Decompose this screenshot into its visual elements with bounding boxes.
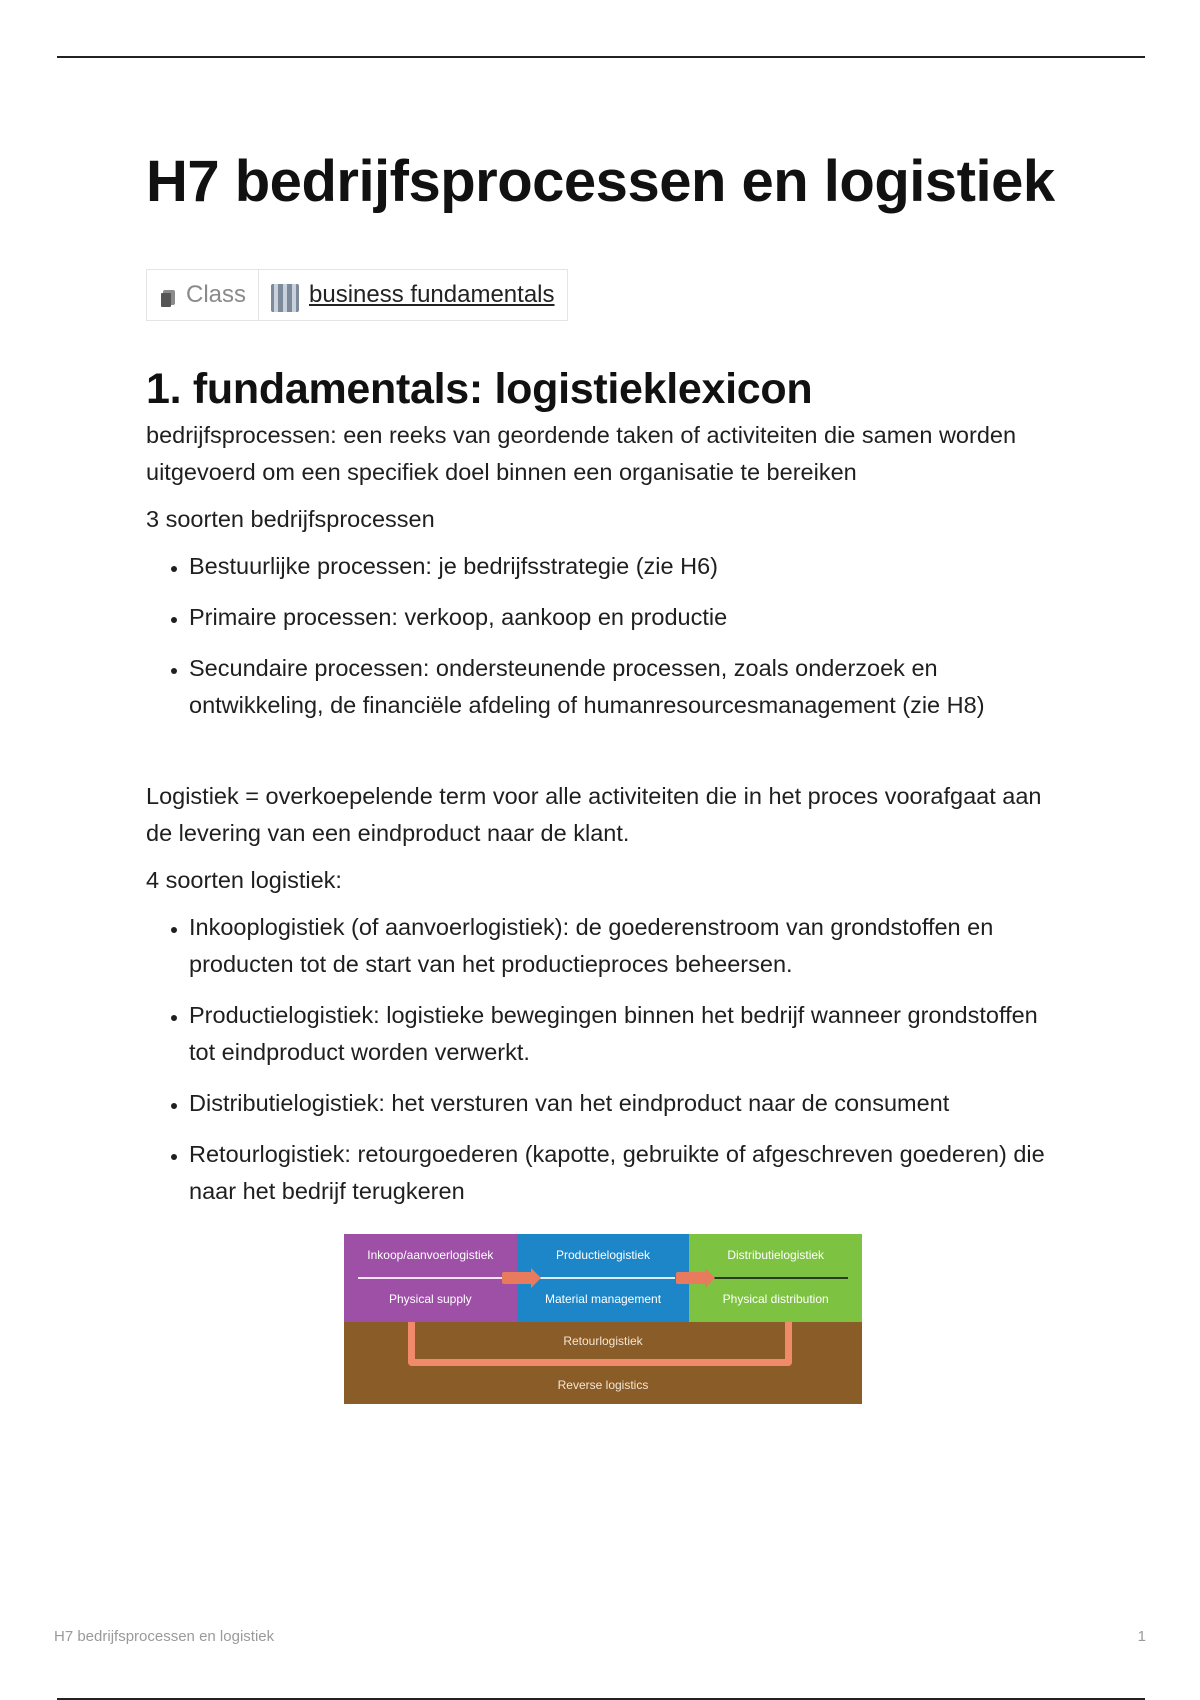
- section-heading: 1. fundamentals: logistieklexicon: [146, 365, 813, 413]
- diagram-box-title: Inkoop/aanvoerlogistiek: [367, 1248, 494, 1262]
- diagram-return-subtitle: Reverse logistics: [557, 1378, 649, 1392]
- logistics-diagram: [344, 1234, 862, 1404]
- processes-list: [146, 548, 1066, 724]
- diagram-divider: [703, 1277, 848, 1279]
- diagram-box-subtitle: Material management: [544, 1292, 662, 1306]
- diagram-box-productie: [517, 1234, 690, 1322]
- logistiek-list: [146, 909, 1066, 1210]
- building-icon: [271, 284, 299, 312]
- list-item: • Secundaire processen: ondersteunende processen, zoals onderzoek en ontwikkeling, de financiële afdeling of humanresourcesmanagement (zie H8): [189, 650, 1066, 724]
- page-footer: [54, 1628, 1146, 1645]
- intro-paragraph: bedrijfsprocessen: een reeks van geordende taken of activiteiten die samen worden uitgevoerd om een specifiek doel binnen een organisatie te bereiken: [146, 422, 1017, 485]
- list-item: • Inkooplogistiek (of aanvoerlogistiek): de goederenstroom van grondstoffen en producten tot de start van het productieproces beheersen.: [189, 909, 1066, 983]
- page-number: 1: [1137, 1628, 1146, 1645]
- property-row: [146, 269, 568, 321]
- diagram-box-title: Productielogistiek: [555, 1248, 651, 1262]
- diagram-box-subtitle: Physical supply: [388, 1292, 472, 1306]
- flow-arrow-icon: [502, 1272, 532, 1284]
- logistiek-label: 4 soorten logistiek:: [146, 867, 342, 893]
- class-link[interactable]: business fundamentals: [309, 281, 555, 308]
- top-rule: [57, 56, 1145, 58]
- list-item: • Bestuurlijke processen: je bedrijfsstrategie (zie H6): [189, 548, 1066, 585]
- diagram-divider: [531, 1277, 676, 1279]
- diagram-box-distributie: [689, 1234, 862, 1322]
- diagram-return-band: [344, 1322, 862, 1404]
- flow-arrow-icon: [676, 1272, 706, 1284]
- diagram-top-row: [344, 1234, 862, 1322]
- diagram-box-subtitle: Physical distribution: [722, 1292, 829, 1306]
- diagram-return-title: Retourlogistiek: [563, 1334, 643, 1348]
- page-content: [146, 145, 1066, 1404]
- property-key-label: Class: [186, 281, 247, 308]
- list-item: • Primaire processen: verkoop, aankoop en productie: [189, 599, 1066, 636]
- logistiek-definition: Logistiek = overkoepelende term voor alle activiteiten die in het proces voorafgaat aan de levering van een eindproduct naar de klant.: [146, 783, 1042, 846]
- processes-label: 3 soorten bedrijfsprocessen: [146, 506, 435, 532]
- diagram-divider: [358, 1277, 503, 1279]
- footer-doc-title: H7 bedrijfsprocessen en logistiek: [54, 1628, 275, 1645]
- property-value[interactable]: [259, 270, 566, 320]
- list-item: • Retourlogistiek: retourgoederen (kapotte, gebruikte of afgeschreven goederen) die naar het bedrijf terugkeren: [189, 1136, 1066, 1210]
- list-item: • Productielogistiek: logistieke bewegingen binnen het bedrijf wanneer grondstoffen tot eindproduct worden verwerkt.: [189, 997, 1066, 1071]
- diagram-box-inkoop: [344, 1234, 517, 1322]
- list-item: • Distributielogistiek: het versturen van het eindproduct naar de consument: [189, 1085, 1066, 1122]
- property-key: [147, 270, 259, 320]
- diagram-box-title: Distributielogistiek: [727, 1248, 825, 1262]
- page-title: H7 bedrijfsprocessen en logistiek: [146, 149, 1055, 214]
- class-icon: [161, 290, 176, 307]
